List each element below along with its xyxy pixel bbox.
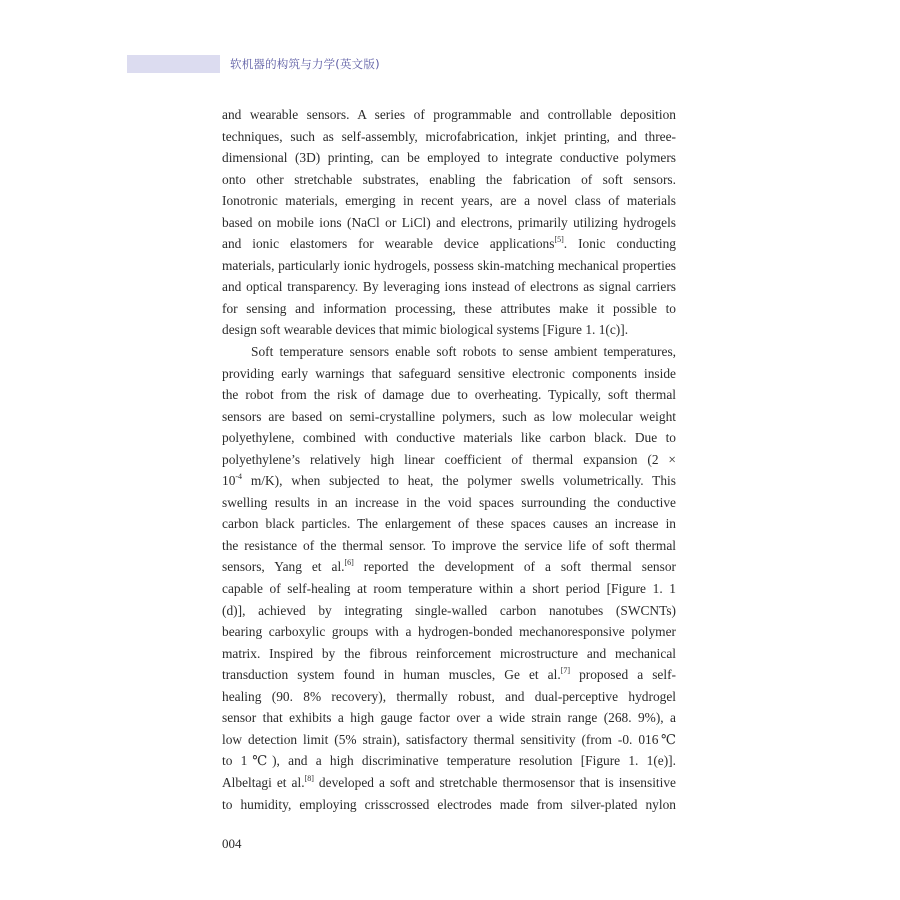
- paragraph-temperature-sensors: [222, 341, 676, 815]
- text-line: to 1℃), and a high discriminative temperature resolution [Figure 1. 1(e)].: [222, 753, 676, 769]
- text-line: sensors are based on semi-crystalline polymers, such as low molecular weight: [222, 408, 676, 424]
- page-number: 004: [222, 836, 242, 851]
- text-segment: developed a soft and stretchable thermosensor that is insensitive: [313, 774, 677, 790]
- paragraph-ionotronic: [222, 104, 676, 341]
- citation-ref: [6]: [344, 558, 354, 568]
- text-line: [222, 233, 676, 255]
- text-line: the robot from the risk of damage due to overheating. Typically, soft thermal: [222, 387, 676, 403]
- running-header-band: [127, 55, 220, 73]
- text-line: polyethylene, combined with conductive materials like carbon black. Due to: [222, 430, 676, 446]
- text-line: sensor that exhibits a high gauge factor over a wide strain range (268. 9%), a: [222, 710, 676, 726]
- text-line: [222, 772, 676, 794]
- text-segment: Albeltagi et al.: [222, 774, 305, 790]
- text-line: [222, 664, 676, 686]
- text-segment: m/K), when subjected to heat, the polymer swells volumetrically. This: [242, 473, 676, 489]
- text-line: design soft wearable devices that mimic biological systems [Figure 1. 1(c)].: [222, 322, 629, 338]
- text-line: dimensional (3D) printing, can be employed to integrate conductive polymers: [222, 150, 676, 166]
- text-segment: and ionic elastomers for wearable device applications: [222, 236, 555, 252]
- text-line: onto other stretchable substrates, enabling the fabrication of soft sensors.: [222, 171, 676, 187]
- text-line: healing (90. 8% recovery), thermally robust, and dual-perceptive hydrogel: [222, 688, 676, 704]
- text-line: swelling results in an increase in the void spaces surrounding the conductive: [222, 494, 676, 510]
- text-segment: transduction system found in human muscles, Ge et al.: [222, 667, 561, 683]
- running-header-separator: [220, 55, 223, 73]
- citation-ref: [7]: [560, 666, 571, 676]
- text-segment: reported the development of a soft thermal sensor: [353, 559, 676, 575]
- text-line: low detection limit (5% strain), satisfactory thermal sensitivity (from -0. 016℃: [222, 731, 676, 747]
- text-line: [222, 470, 676, 492]
- text-line: Ionotronic materials, emerging in recent years, are a novel class of materials: [222, 193, 676, 209]
- running-header-title: 软机器的构筑与力学(英文版): [230, 57, 380, 71]
- text-line: polyethylene’s relatively high linear coefficient of thermal expansion (2 ×: [222, 451, 676, 467]
- text-line: bearing carboxylic groups with a hydrogen-bonded mechanoresponsive polymer: [222, 624, 676, 640]
- text-line: [222, 556, 676, 578]
- text-line: carbon black particles. The enlargement of these spaces causes an increase in: [222, 516, 676, 532]
- text-segment: . Ionic conducting: [563, 236, 676, 252]
- text-line: based on mobile ions (NaCl or LiCl) and electrons, primarily utilizing hydrogels: [222, 214, 676, 230]
- text-line: for sensing and information processing, these attributes make it possible to: [222, 300, 676, 316]
- text-segment: sensors, Yang et al.: [222, 559, 345, 575]
- text-line: the resistance of the thermal sensor. To improve the service life of soft thermal: [222, 537, 676, 553]
- text-line: to humidity, employing crisscrossed electrodes made from silver-plated nylon: [222, 796, 676, 812]
- text-line: and wearable sensors. A series of programmable and controllable deposition: [222, 107, 676, 122]
- text-line: techniques, such as self-assembly, microfabrication, inkjet printing, and three-: [222, 128, 676, 144]
- text-segment: proposed a self-: [570, 667, 676, 683]
- citation-ref: [5]: [554, 235, 564, 245]
- citation-ref: [8]: [304, 773, 314, 783]
- text-line: providing early warnings that safeguard sensitive electronic components inside: [222, 365, 676, 381]
- text-line: (d)], achieved by integrating single-walled carbon nanotubes (SWCNTs): [222, 602, 676, 618]
- text-line: matrix. Inspired by the fibrous reinforcement microstructure and mechanical: [222, 645, 676, 661]
- body-text: [222, 104, 676, 815]
- text-line: and optical transparency. By leveraging ions instead of electrons as signal carriers: [222, 279, 676, 295]
- text-line: materials, particularly ionic hydrogels, possess skin-matching mechanical properties: [222, 257, 676, 273]
- text-line: capable of self-healing at room temperature within a short period [Figure 1. 1: [222, 581, 676, 597]
- exponent: -4: [235, 472, 243, 482]
- text-segment: 10: [222, 473, 236, 489]
- text-line: Soft temperature sensors enable soft robots to sense ambient temperatures,: [251, 344, 676, 360]
